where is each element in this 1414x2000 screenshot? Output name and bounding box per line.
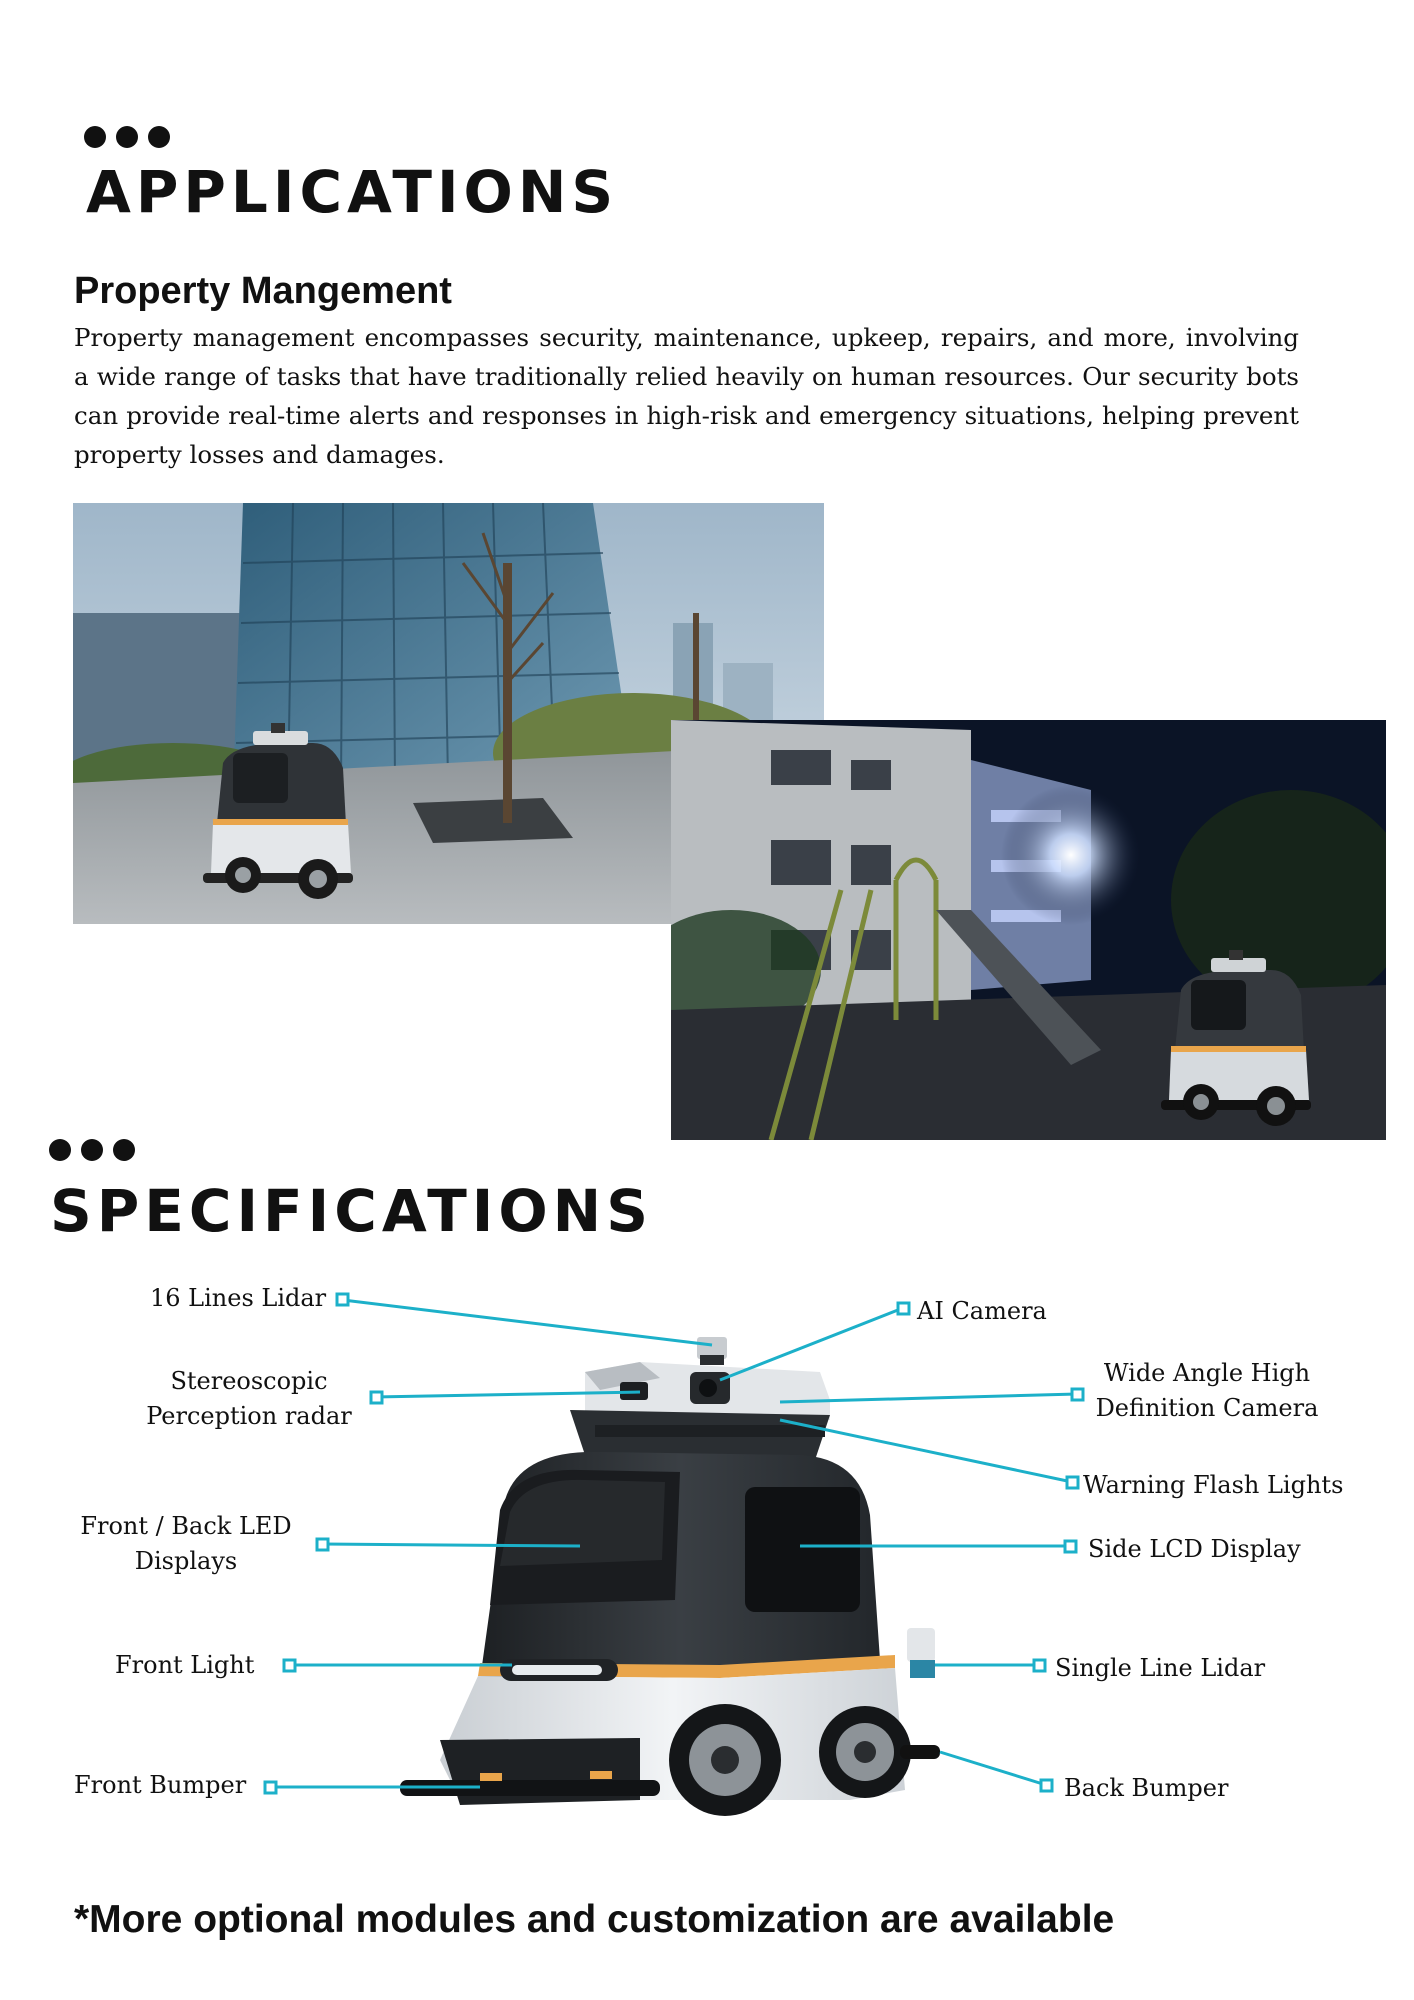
applications-heading: APPLICATIONS	[86, 158, 619, 226]
label-stereoscopic-line1: Stereoscopic	[170, 1367, 328, 1395]
label-led-displays	[72, 1509, 300, 1579]
label-front-light: Front Light	[115, 1651, 255, 1679]
robot-illustration	[400, 1337, 940, 1816]
label-ai-camera: AI Camera	[917, 1297, 1047, 1325]
nighttime-playground-photo	[671, 720, 1386, 1140]
label-warning-flash-lights: Warning Flash Lights	[1083, 1471, 1344, 1499]
optional-modules-note: *More optional modules and customization are available	[74, 1898, 1115, 1941]
label-stereoscopic-line2: Perception radar	[146, 1402, 352, 1430]
label-wide-angle-camera	[1082, 1356, 1332, 1426]
label-stereoscopic-radar	[138, 1364, 360, 1434]
label-wide-line2: Definition Camera	[1095, 1394, 1319, 1422]
label-single-line-lidar: Single Line Lidar	[1055, 1654, 1266, 1682]
label-front-bumper: Front Bumper	[74, 1771, 247, 1799]
label-side-lcd-display: Side LCD Display	[1088, 1535, 1301, 1563]
label-led-line1: Front / Back LED	[80, 1512, 292, 1540]
applications-dots-icon	[84, 126, 170, 148]
property-management-title: Property Mangement	[74, 270, 452, 312]
specifications-heading: SPECIFICATIONS	[50, 1177, 653, 1245]
property-management-description: Property management encompasses security, maintenance, upkeep, repairs, and more, involving a wide range of tasks that have traditionally relied heavily on human resources. Our security bots can provide real-time alerts and responses in high-risk and emergency situations, helping prevent property losses and damages.	[74, 323, 1299, 469]
label-led-line2: Displays	[134, 1547, 238, 1575]
label-16-lines-lidar: 16 Lines Lidar	[150, 1284, 327, 1312]
label-back-bumper: Back Bumper	[1064, 1774, 1229, 1802]
label-wide-line1: Wide Angle High	[1103, 1359, 1311, 1387]
specifications-dots-icon	[49, 1139, 135, 1161]
